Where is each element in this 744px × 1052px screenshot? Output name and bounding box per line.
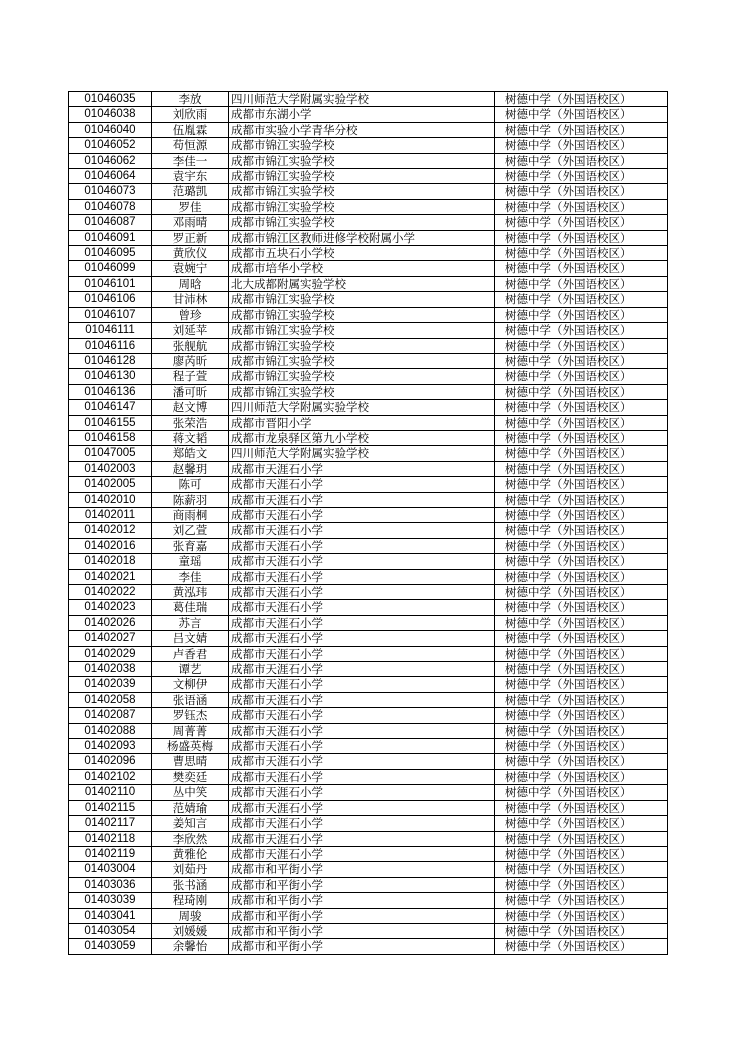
admitted-school-cell: 树德中学（外国语校区） — [495, 477, 668, 492]
exam-number-cell: 01402087 — [69, 708, 152, 723]
table-row — [69, 107, 668, 122]
admitted-school-cell: 树德中学（外国语校区） — [495, 369, 668, 384]
exam-number-cell: 01402115 — [69, 800, 152, 815]
exam-number-cell: 01402022 — [69, 585, 152, 600]
admitted-school-cell: 树德中学（外国语校区） — [495, 307, 668, 322]
student-name-cell: 曹思晴 — [152, 754, 229, 769]
table-row — [69, 415, 668, 430]
admitted-school-cell: 树德中学（外国语校区） — [495, 292, 668, 307]
exam-number-cell: 01403039 — [69, 893, 152, 908]
exam-number-cell: 01046087 — [69, 215, 152, 230]
primary-school-cell: 成都市五块石小学校 — [229, 246, 495, 261]
student-name-cell: 杨盛英梅 — [152, 739, 229, 754]
admitted-school-cell: 树德中学（外国语校区） — [495, 323, 668, 338]
exam-number-cell: 01402029 — [69, 646, 152, 661]
student-name-cell: 丛中笑 — [152, 785, 229, 800]
student-name-cell: 赵馨玥 — [152, 461, 229, 476]
primary-school-cell: 成都市锦江实验学校 — [229, 353, 495, 368]
table-body — [69, 92, 668, 955]
table-row — [69, 662, 668, 677]
table-row — [69, 369, 668, 384]
primary-school-cell: 成都市天涯石小学 — [229, 846, 495, 861]
primary-school-cell: 四川师范大学附属实验学校 — [229, 446, 495, 461]
primary-school-cell: 成都市东湖小学 — [229, 107, 495, 122]
table-row — [69, 554, 668, 569]
table-row — [69, 646, 668, 661]
table-row — [69, 908, 668, 923]
admitted-school-cell: 树德中学（外国语校区） — [495, 184, 668, 199]
student-name-cell: 黄泓玮 — [152, 585, 229, 600]
primary-school-cell: 成都市天涯石小学 — [229, 816, 495, 831]
student-name-cell: 刘乙萱 — [152, 523, 229, 538]
student-name-cell: 甘沛林 — [152, 292, 229, 307]
table-row — [69, 461, 668, 476]
admitted-school-cell: 树德中学（外国语校区） — [495, 631, 668, 646]
admitted-school-cell: 树德中学（外国语校区） — [495, 769, 668, 784]
exam-number-cell: 01046073 — [69, 184, 152, 199]
table-row — [69, 877, 668, 892]
student-name-cell: 周骏 — [152, 908, 229, 923]
table-row — [69, 523, 668, 538]
table-row — [69, 307, 668, 322]
exam-number-cell: 01403041 — [69, 908, 152, 923]
primary-school-cell: 成都市锦江实验学校 — [229, 138, 495, 153]
exam-number-cell: 01046101 — [69, 276, 152, 291]
exam-number-cell: 01402011 — [69, 507, 152, 522]
exam-number-cell: 01046136 — [69, 384, 152, 399]
student-name-cell: 罗佳 — [152, 199, 229, 214]
primary-school-cell: 成都市天涯石小学 — [229, 461, 495, 476]
admitted-school-cell: 树德中学（外国语校区） — [495, 122, 668, 137]
student-name-cell: 伍胤霖 — [152, 122, 229, 137]
table-row — [69, 384, 668, 399]
table-row — [69, 769, 668, 784]
student-name-cell: 刘茹丹 — [152, 862, 229, 877]
table-row — [69, 538, 668, 553]
primary-school-cell: 成都市锦江实验学校 — [229, 338, 495, 353]
exam-number-cell: 01402118 — [69, 831, 152, 846]
exam-number-cell: 01046158 — [69, 430, 152, 445]
exam-number-cell: 01402093 — [69, 739, 152, 754]
student-name-cell: 潘可昕 — [152, 384, 229, 399]
admitted-school-cell: 树德中学（外国语校区） — [495, 276, 668, 291]
primary-school-cell: 成都市天涯石小学 — [229, 831, 495, 846]
admitted-school-cell: 树德中学（外国语校区） — [495, 384, 668, 399]
primary-school-cell: 成都市天涯石小学 — [229, 631, 495, 646]
exam-number-cell: 01046091 — [69, 230, 152, 245]
student-name-cell: 樊奕廷 — [152, 769, 229, 784]
primary-school-cell: 成都市天涯石小学 — [229, 692, 495, 707]
primary-school-cell: 成都市锦江实验学校 — [229, 184, 495, 199]
exam-number-cell: 01402021 — [69, 569, 152, 584]
table-row — [69, 122, 668, 137]
student-name-cell: 陈薪羽 — [152, 492, 229, 507]
student-name-cell: 张育嘉 — [152, 538, 229, 553]
primary-school-cell: 四川师范大学附属实验学校 — [229, 400, 495, 415]
primary-school-cell: 成都市和平街小学 — [229, 923, 495, 938]
table-row — [69, 923, 668, 938]
admitted-school-cell: 树德中学（外国语校区） — [495, 646, 668, 661]
exam-number-cell: 01046099 — [69, 261, 152, 276]
table-row — [69, 215, 668, 230]
table-row — [69, 292, 668, 307]
exam-number-cell: 01403004 — [69, 862, 152, 877]
admitted-school-cell: 树德中学（外国语校区） — [495, 785, 668, 800]
student-name-cell: 范璐凯 — [152, 184, 229, 199]
student-name-cell: 刘媛媛 — [152, 923, 229, 938]
table-row — [69, 138, 668, 153]
table-row — [69, 800, 668, 815]
exam-number-cell: 01402038 — [69, 662, 152, 677]
admitted-school-cell: 树德中学（外国语校区） — [495, 615, 668, 630]
admitted-school-cell: 树德中学（外国语校区） — [495, 585, 668, 600]
exam-number-cell: 01046078 — [69, 199, 152, 214]
primary-school-cell: 成都市锦江实验学校 — [229, 369, 495, 384]
exam-number-cell: 01046064 — [69, 169, 152, 184]
student-name-cell: 周晗 — [152, 276, 229, 291]
admitted-school-cell: 树德中学（外国语校区） — [495, 523, 668, 538]
exam-number-cell: 01402088 — [69, 723, 152, 738]
exam-number-cell: 01046128 — [69, 353, 152, 368]
table-row — [69, 92, 668, 107]
exam-number-cell: 01402110 — [69, 785, 152, 800]
exam-number-cell: 01046147 — [69, 400, 152, 415]
primary-school-cell: 成都市锦江实验学校 — [229, 215, 495, 230]
primary-school-cell: 成都市天涯石小学 — [229, 739, 495, 754]
student-name-cell: 郑皓文 — [152, 446, 229, 461]
primary-school-cell: 成都市天涯石小学 — [229, 800, 495, 815]
student-name-cell: 刘延苹 — [152, 323, 229, 338]
student-name-cell: 张书涵 — [152, 877, 229, 892]
admitted-school-cell: 树德中学（外国语校区） — [495, 230, 668, 245]
student-name-cell: 周菁菁 — [152, 723, 229, 738]
student-name-cell: 谭艺 — [152, 662, 229, 677]
table-row — [69, 492, 668, 507]
primary-school-cell: 成都市天涯石小学 — [229, 677, 495, 692]
table-row — [69, 446, 668, 461]
admitted-school-cell: 树德中学（外国语校区） — [495, 754, 668, 769]
exam-number-cell: 01402012 — [69, 523, 152, 538]
student-name-cell: 张舰航 — [152, 338, 229, 353]
admitted-school-cell: 树德中学（外国语校区） — [495, 400, 668, 415]
primary-school-cell: 成都市锦江实验学校 — [229, 384, 495, 399]
exam-number-cell: 01402003 — [69, 461, 152, 476]
admitted-school-cell: 树德中学（外国语校区） — [495, 261, 668, 276]
exam-number-cell: 01402119 — [69, 846, 152, 861]
table-row — [69, 723, 668, 738]
student-name-cell: 姜知言 — [152, 816, 229, 831]
admitted-school-cell: 树德中学（外国语校区） — [495, 538, 668, 553]
exam-number-cell: 01046106 — [69, 292, 152, 307]
exam-number-cell: 01403036 — [69, 877, 152, 892]
exam-number-cell: 01046040 — [69, 122, 152, 137]
exam-number-cell: 01402096 — [69, 754, 152, 769]
student-name-cell: 李放 — [152, 92, 229, 107]
primary-school-cell: 成都市天涯石小学 — [229, 492, 495, 507]
primary-school-cell: 成都市实验小学青华分校 — [229, 122, 495, 137]
primary-school-cell: 成都市和平街小学 — [229, 862, 495, 877]
student-name-cell: 李佳 — [152, 569, 229, 584]
admitted-school-cell: 树德中学（外国语校区） — [495, 492, 668, 507]
student-name-cell: 袁婉宁 — [152, 261, 229, 276]
exam-number-cell: 01046107 — [69, 307, 152, 322]
admitted-school-cell: 树德中学（外国语校区） — [495, 461, 668, 476]
admitted-school-cell: 树德中学（外国语校区） — [495, 862, 668, 877]
admitted-school-cell: 树德中学（外国语校区） — [495, 893, 668, 908]
admitted-school-cell: 树德中学（外国语校区） — [495, 199, 668, 214]
primary-school-cell: 四川师范大学附属实验学校 — [229, 92, 495, 107]
primary-school-cell: 成都市锦江实验学校 — [229, 292, 495, 307]
table-row — [69, 323, 668, 338]
primary-school-cell: 成都市天涯石小学 — [229, 477, 495, 492]
student-name-cell: 陈可 — [152, 477, 229, 492]
admitted-school-cell: 树德中学（外国语校区） — [495, 353, 668, 368]
table-row — [69, 785, 668, 800]
exam-number-cell: 01402016 — [69, 538, 152, 553]
table-row — [69, 353, 668, 368]
admitted-school-cell: 树德中学（外国语校区） — [495, 831, 668, 846]
table-row — [69, 831, 668, 846]
table-row — [69, 169, 668, 184]
admitted-school-cell: 树德中学（外国语校区） — [495, 107, 668, 122]
student-name-cell: 范婧瑜 — [152, 800, 229, 815]
admitted-school-cell: 树德中学（外国语校区） — [495, 169, 668, 184]
admitted-school-cell: 树德中学（外国语校区） — [495, 662, 668, 677]
primary-school-cell: 成都市天涯石小学 — [229, 615, 495, 630]
admitted-school-cell: 树德中学（外国语校区） — [495, 507, 668, 522]
table-row — [69, 400, 668, 415]
admitted-school-cell: 树德中学（外国语校区） — [495, 708, 668, 723]
primary-school-cell: 成都市晋阳小学 — [229, 415, 495, 430]
admitted-school-cell: 树德中学（外国语校区） — [495, 877, 668, 892]
exam-number-cell: 01402010 — [69, 492, 152, 507]
primary-school-cell: 成都市锦江实验学校 — [229, 199, 495, 214]
exam-number-cell: 01046062 — [69, 153, 152, 168]
exam-number-cell: 01402023 — [69, 600, 152, 615]
student-name-cell: 商雨桐 — [152, 507, 229, 522]
primary-school-cell: 成都市和平街小学 — [229, 877, 495, 892]
student-name-cell: 余馨怡 — [152, 939, 229, 954]
student-name-cell: 苏言 — [152, 615, 229, 630]
admitted-school-cell: 树德中学（外国语校区） — [495, 939, 668, 954]
primary-school-cell: 成都市天涯石小学 — [229, 507, 495, 522]
exam-number-cell: 01402005 — [69, 477, 152, 492]
table-row — [69, 816, 668, 831]
student-name-cell: 吕文婧 — [152, 631, 229, 646]
primary-school-cell: 成都市天涯石小学 — [229, 600, 495, 615]
table-row — [69, 846, 668, 861]
primary-school-cell: 成都市天涯石小学 — [229, 538, 495, 553]
exam-number-cell: 01402018 — [69, 554, 152, 569]
table-row — [69, 939, 668, 954]
exam-number-cell: 01402117 — [69, 816, 152, 831]
table-row — [69, 739, 668, 754]
admitted-school-cell: 树德中学（外国语校区） — [495, 246, 668, 261]
admitted-school-cell: 树德中学（外国语校区） — [495, 739, 668, 754]
table-row — [69, 754, 668, 769]
table-row — [69, 893, 668, 908]
primary-school-cell: 成都市锦江实验学校 — [229, 169, 495, 184]
table-row — [69, 862, 668, 877]
admitted-school-cell: 树德中学（外国语校区） — [495, 153, 668, 168]
admitted-school-cell: 树德中学（外国语校区） — [495, 215, 668, 230]
student-name-cell: 赵文博 — [152, 400, 229, 415]
student-name-cell: 黄欣仪 — [152, 246, 229, 261]
student-name-cell: 黄雅伦 — [152, 846, 229, 861]
exam-number-cell: 01046038 — [69, 107, 152, 122]
admitted-school-cell: 树德中学（外国语校区） — [495, 923, 668, 938]
table-row — [69, 569, 668, 584]
admitted-school-cell: 树德中学（外国语校区） — [495, 430, 668, 445]
table-row — [69, 477, 668, 492]
primary-school-cell: 成都市和平街小学 — [229, 939, 495, 954]
admitted-school-cell: 树德中学（外国语校区） — [495, 138, 668, 153]
admitted-school-cell: 树德中学（外国语校区） — [495, 569, 668, 584]
student-name-cell: 李佳一 — [152, 153, 229, 168]
exam-number-cell: 01402027 — [69, 631, 152, 646]
primary-school-cell: 成都市和平街小学 — [229, 908, 495, 923]
primary-school-cell: 成都市天涯石小学 — [229, 785, 495, 800]
admitted-school-cell: 树德中学（外国语校区） — [495, 554, 668, 569]
student-name-cell: 蒋文韬 — [152, 430, 229, 445]
student-name-cell: 卢香君 — [152, 646, 229, 661]
student-name-cell: 张语涵 — [152, 692, 229, 707]
primary-school-cell: 成都市锦江实验学校 — [229, 153, 495, 168]
table-row — [69, 338, 668, 353]
exam-number-cell: 01403054 — [69, 923, 152, 938]
student-name-cell: 苟恒源 — [152, 138, 229, 153]
primary-school-cell: 成都市培华小学校 — [229, 261, 495, 276]
admitted-school-cell: 树德中学（外国语校区） — [495, 816, 668, 831]
exam-number-cell: 01046052 — [69, 138, 152, 153]
admitted-school-cell: 树德中学（外国语校区） — [495, 692, 668, 707]
admitted-school-cell: 树德中学（外国语校区） — [495, 846, 668, 861]
primary-school-cell: 成都市锦江区教师进修学校附属小学 — [229, 230, 495, 245]
primary-school-cell: 成都市锦江实验学校 — [229, 307, 495, 322]
table-row — [69, 507, 668, 522]
exam-number-cell: 01046111 — [69, 323, 152, 338]
table-row — [69, 230, 668, 245]
exam-number-cell: 01046130 — [69, 369, 152, 384]
table-row — [69, 692, 668, 707]
table-row — [69, 708, 668, 723]
primary-school-cell: 成都市天涯石小学 — [229, 523, 495, 538]
student-name-cell: 文柳伊 — [152, 677, 229, 692]
primary-school-cell: 成都市天涯石小学 — [229, 708, 495, 723]
student-name-cell: 李欣然 — [152, 831, 229, 846]
exam-number-cell: 01402026 — [69, 615, 152, 630]
student-name-cell: 程琦刚 — [152, 893, 229, 908]
primary-school-cell: 成都市天涯石小学 — [229, 569, 495, 584]
exam-number-cell: 01047005 — [69, 446, 152, 461]
student-name-cell: 葛佳瑞 — [152, 600, 229, 615]
student-name-cell: 邓雨晴 — [152, 215, 229, 230]
exam-number-cell: 01403059 — [69, 939, 152, 954]
primary-school-cell: 成都市天涯石小学 — [229, 554, 495, 569]
primary-school-cell: 成都市锦江实验学校 — [229, 323, 495, 338]
table-row — [69, 631, 668, 646]
table-row — [69, 199, 668, 214]
primary-school-cell: 成都市天涯石小学 — [229, 723, 495, 738]
admission-list-table — [68, 91, 668, 955]
table-row — [69, 276, 668, 291]
student-name-cell: 曾珍 — [152, 307, 229, 322]
primary-school-cell: 成都市天涯石小学 — [229, 769, 495, 784]
exam-number-cell: 01046116 — [69, 338, 152, 353]
table-row — [69, 677, 668, 692]
exam-number-cell: 01046095 — [69, 246, 152, 261]
table-row — [69, 153, 668, 168]
student-name-cell: 刘欣雨 — [152, 107, 229, 122]
admitted-school-cell: 树德中学（外国语校区） — [495, 600, 668, 615]
admitted-school-cell: 树德中学（外国语校区） — [495, 908, 668, 923]
student-name-cell: 程子萱 — [152, 369, 229, 384]
primary-school-cell: 成都市和平街小学 — [229, 893, 495, 908]
table-row — [69, 585, 668, 600]
admitted-school-cell: 树德中学（外国语校区） — [495, 723, 668, 738]
primary-school-cell: 成都市天涯石小学 — [229, 662, 495, 677]
admitted-school-cell: 树德中学（外国语校区） — [495, 92, 668, 107]
primary-school-cell: 北大成都附属实验学校 — [229, 276, 495, 291]
admitted-school-cell: 树德中学（外国语校区） — [495, 415, 668, 430]
primary-school-cell: 成都市天涯石小学 — [229, 585, 495, 600]
table-row — [69, 246, 668, 261]
student-name-cell: 廖芮昕 — [152, 353, 229, 368]
admitted-school-cell: 树德中学（外国语校区） — [495, 338, 668, 353]
exam-number-cell: 01402039 — [69, 677, 152, 692]
admitted-school-cell: 树德中学（外国语校区） — [495, 446, 668, 461]
exam-number-cell: 01402058 — [69, 692, 152, 707]
primary-school-cell: 成都市天涯石小学 — [229, 754, 495, 769]
admitted-school-cell: 树德中学（外国语校区） — [495, 677, 668, 692]
primary-school-cell: 成都市天涯石小学 — [229, 646, 495, 661]
table-row — [69, 261, 668, 276]
student-name-cell: 罗钰杰 — [152, 708, 229, 723]
table-row — [69, 615, 668, 630]
student-name-cell: 张荣浩 — [152, 415, 229, 430]
table-row — [69, 430, 668, 445]
student-name-cell: 罗正新 — [152, 230, 229, 245]
exam-number-cell: 01046035 — [69, 92, 152, 107]
exam-number-cell: 01402102 — [69, 769, 152, 784]
table-row — [69, 184, 668, 199]
admitted-school-cell: 树德中学（外国语校区） — [495, 800, 668, 815]
exam-number-cell: 01046155 — [69, 415, 152, 430]
table-row — [69, 600, 668, 615]
student-name-cell: 袁宇东 — [152, 169, 229, 184]
student-name-cell: 童瑶 — [152, 554, 229, 569]
primary-school-cell: 成都市龙泉驿区第九小学校 — [229, 430, 495, 445]
